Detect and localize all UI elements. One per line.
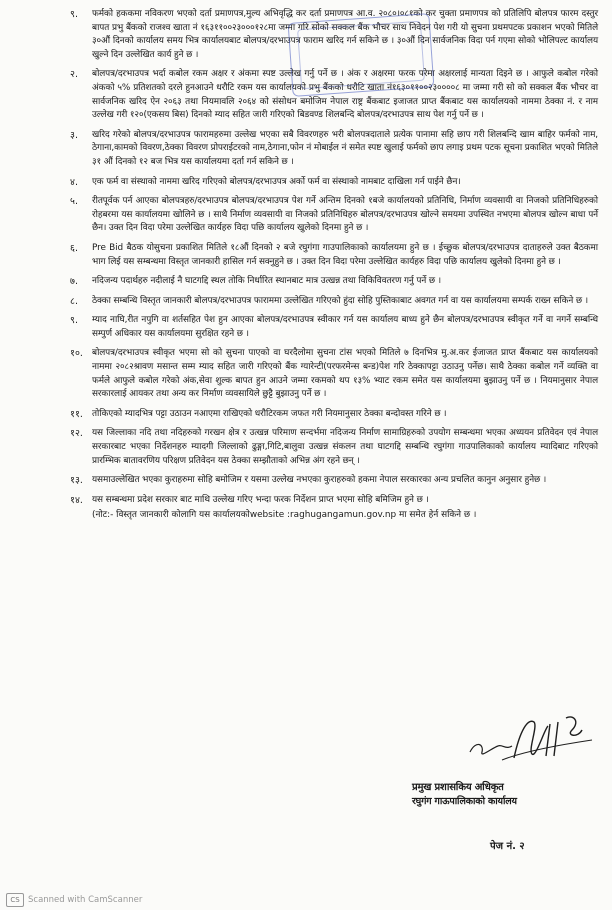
- item-text: बोलपत्र/दरभाउपत्र स्वीकृत भएमा सो को सुचना पाएको वा घरदैलोमा सुचना टांस भएको मितिले ७ दिनभित्र मु.अ.कर ईजाजत प्राप्त बैंकबाट यस कार्यालयको नाममा २०८२श्रावण मसान्त सम्म म्याद सहित जारी गरिएको बैंक ग्यारेन्टी(परफरमेन्स बन्ड)पेश गरि ठेक्कापट्टा उठाउनु पर्नेछ। साथै ठेक्का कबोल गर्ने व्यक्ति वा फर्मले आफुले कबोल गरेको अंक,सेवा शुल्क बापत हुन आउने जम्मा रकमको थप १३% भ्याट रकम समेत यस कार्यालयमा बुझाउनु पर्ने छ । नियमानुसार नेपाल सरकारलाई आयकर तथा अन्य कर निर्माण व्यवसायिले छुट्टै बुझाउनु पर्ने छ ।: [92, 348, 598, 400]
- scanner-watermark: [6, 893, 142, 907]
- list-item: [70, 129, 598, 170]
- item-number: १४.: [70, 494, 83, 506]
- list-item: [70, 195, 598, 236]
- list-item: [70, 295, 598, 309]
- item-number: ७.: [70, 276, 78, 288]
- list-item: [70, 176, 598, 190]
- item-number: १२.: [70, 428, 83, 440]
- list-item: [70, 275, 598, 289]
- item-number: १३.: [70, 475, 83, 487]
- list-item: [70, 314, 598, 341]
- item-number: ९.: [70, 315, 78, 327]
- item-text: म्याद नाघि,रीत नपुगि वा शर्तसहित पेश हुन आएका बोलपत्र/दरभाउपत्र स्वीकार गर्न यस कार्यालय बाध्य हुने छैन बोलपत्र/दरभाउपत्र स्वीकृत गर्ने वा नगर्ने सम्बन्धि सम्पुर्ण अधिकार यस कार्यालयमा सुरक्षित रहने छ ।: [92, 315, 598, 339]
- list-item: [70, 408, 598, 422]
- watermark-text: Scanned with CamScanner: [28, 895, 143, 905]
- list-item: [70, 494, 598, 508]
- item-text: एक फर्म वा संस्थाको नाममा खरिद गरिएको बोलपत्र/दरभाउपत्र अर्को फर्म वा संस्थाको नामबाट दाखिला गर्न पाईने छैन।: [92, 176, 461, 187]
- item-number: ४.: [70, 176, 78, 188]
- list-item: [70, 242, 598, 269]
- list-item: [70, 347, 598, 401]
- item-text: फर्मको हककमा नविकरण भएको दर्ता प्रमाणपत्र,मुल्य अभिवृद्धि कर दर्ता प्रमाणपत्र आ.व. २०८०।०८१को कर चुक्ता प्रमाणपत्र को प्रतिलिपि बोलपत्र फारम दस्तुर बापत प्रभु बैंकको राजश्व खाता नं १६३११००२३०००१२८मा जम्मा गरि सोको सक्कल बैंक भौचर साथ निवेदन पेश गरी यो सुचना प्रथमपटक प्रकाशन भएको मितिले ३०औं दिनको कार्यालय समय भित्र कार्यालयबाट बोलपत्र/दरभाउपत्र फाराम खरिद गर्न सकिने छ । ३०औं दिन सार्वजनिक विदा पर्न गएमा सोको भोलिपल्ट कार्यालय खुल्ने दिन उल्लेखित कार्य हुने छ ।: [92, 9, 598, 60]
- item-number: ८.: [70, 295, 78, 307]
- item-text: तोकिएको म्यादभित्र पट्टा उठाउन नआएमा राखिएको धरौटिरकम जफत गरी नियमानुसार ठेक्का बन्दोवस्त गरिने छ ।: [92, 408, 447, 419]
- item-number: ९.: [70, 9, 78, 20]
- camscanner-logo-icon: CS: [6, 893, 24, 907]
- item-number: ३.: [70, 129, 78, 141]
- item-text: नदिजन्य पदार्थहरु नदीलाई नै घाटगद्दि स्थल तोकि निर्धारित स्थानबाट मात्र उत्खन्न तथा विकिविवतरण गर्नु पर्ने छ ।: [92, 276, 442, 287]
- list-item: [70, 427, 598, 468]
- item-text: यस जिल्लाका नदि तथा नदिहरुको गरखन क्षेत्र र उत्खन्न परिमाण सन्दर्भमा नदिजन्य निर्माण सामाग्रिहरुको उपयोग सम्बन्धमा भएका अध्ययन प्रतिवेदन एवं नेपाल सरकारबाट भएका निर्देशनहरु म्यादगी जिल्लाको ढुङ्गा,गिटि,बालुवा उत्खन्न संकलन तथा घाटगद्दि सम्बन्धि रघुगंगा गाउपालिकाको कार्यालय म्यादिबाट गरिएको प्रारम्भिक बातावरणिय परिक्षण प्रतिवेदन यस ठेक्का सम्झौताको अभिन्न अंग रहने छन् ।: [92, 428, 598, 466]
- item-text: यस सम्बन्धमा प्रदेश सरकार बाट माथि उल्लेख गरिए भन्दा फरक निर्देशन प्राप्त भएमा सोहि बमिजिम हुने छ ।: [92, 494, 429, 505]
- item-text: रीतपूर्वक पर्न आएका बोलपत्रहरु/दरभाउपत्र बोलपत्र/दरभाउपत्र पेश गर्ने अन्तिम दिनको १बजे कार्यालयको प्रतिनिधि, निर्माण व्यवसायी वा निजको प्रतिनिधिहरुको रोहबरमा यस कार्यालयमा खोलिने छ । साथै निर्माण व्यवसायी वा निजको प्रतिनिधिहरु बोलपत्र/दरभाउपत्र खोल्ने समयमा उपस्थित नभएमा बोलपत्र खोल्न बाधा पर्ने छैन। उक्त दिन विदा परेमा उल्लेखित कार्यहरु विदा पछि कार्यालय खुलेको दिनमा हुने छ ।: [92, 196, 598, 234]
- item-number: ६.: [70, 242, 78, 254]
- signature-block: [412, 780, 607, 809]
- item-number: ११.: [70, 408, 83, 420]
- signatory-office: रघुगंग गाऊपालिकाको कार्यालय: [412, 796, 517, 807]
- item-text: बोलपत्र/दरभाउपत्र भर्दा कबोल रकम अक्षर र अंकमा स्पष्ट उल्लेख गर्नु पर्ने छ । अंक र अक्षरमा फरक परेमा अक्षरलाई मान्यता दिइने छ । आफुले कबोल गरेको अंकको ५% प्रतिशतको दरले हुनआउने धरौटि रकम यस कार्यालयको प्रभु बैंकको धरौटि खाता नं१६३०११००२३००००८ मा जम्मा गरी सो को सक्कल बैंक भौचर वा सार्वजनिक खरिद ऐन २०६३ तथा नियमावलि २०६४ को संसोधन बमोजिम नेपाल राष्ट्र बैंकबाट इजाजत प्राप्त बैंकबाट यस कार्यालयको नाममा ठेक्का नं. र नाम उल्लेख गरी १२०(एकसय बिस) दिनको म्याद सहित जारी गरिएको बिडवण्ड शिलबन्दि बोलपत्र/दरभाउपत्र साथ पेश गर्नु पर्ने छ ।: [92, 69, 598, 121]
- signatory-title: प्रमुख प्रशासकिय अधिकृत: [412, 782, 504, 793]
- page-number: पेज नं. २: [490, 841, 525, 852]
- item-number: १०.: [70, 348, 83, 360]
- registration-stamp: [288, 13, 435, 97]
- stamp-border: [297, 21, 425, 90]
- item-number: २.: [70, 69, 78, 81]
- website-note: (नोट:- विस्तृत जानकारी कोलागि यस कार्यालयकोwebsite :raghugangamun.gov.np मा समेत हेर्न सकिने छ ।: [92, 510, 477, 521]
- list-item: [70, 474, 598, 488]
- item-text: खरिद गरेको बोलपत्र/दरभाउपत्र फारामहरुमा उल्लेख भएका सबै विवरणहरु भरी बोलपत्रदाताले प्रत्येक पानामा सहि छाप गरी शिलबन्दि खाम बाहिर फर्मको नाम, ठेगाना,कामको विवरण,ठेक्का विवरण प्रोपराईटरको नाम,ठेगाना,फोन नं मोबाईल नं समेत स्पष्ट खुलाई फर्मको छाप लगाइ प्रथम पटक सूचना प्रकाशित भएको मितिले ३१ औं दिनको १२ बज भित्र यस कार्यालयमा दर्ता गर्न सकिने छ ।: [92, 129, 598, 167]
- item-text: यसमाउल्लेखित भएका कुराहरुमा सोहि बमोजिम र यसमा उल्लेख नभएका कुराहरुको हकमा नेपाल सरकारका अन्य प्रचलित कानुन अनुसार हुनेछ ।: [92, 475, 547, 486]
- item-number: ५.: [70, 196, 78, 208]
- item-text: Pre Bid बैठक योसुचना प्रकाशित मितिले १८औं दिनको २ बजे रघुगंगा गाउपालिकाको कार्यालयमा हुने छ । ईच्छुक बोलपत्र/दरभाउपत्र दाताहरुले उक्त बैठकमा भाग लिई यस सम्बन्धमा विस्तृत जानकारी हासिल गर्न सक्नुहुने छ । उक्त दिन विदा परेमा उल्लेखित कार्यहरु विदा पछि कार्यालय खुलेको दिनमा हुने छ ।: [92, 242, 598, 267]
- item-text: ठेक्का सम्बन्धि विस्तृत जानकारी बोलपत्र/दरभाउपत्र फाराममा उल्लेखित गरिएको हुंदा सोहि पुस्तिकाबाट अवगत गर्न वा यस कार्यालयमा सम्पर्क राख्न सकिने छ ।: [92, 295, 589, 306]
